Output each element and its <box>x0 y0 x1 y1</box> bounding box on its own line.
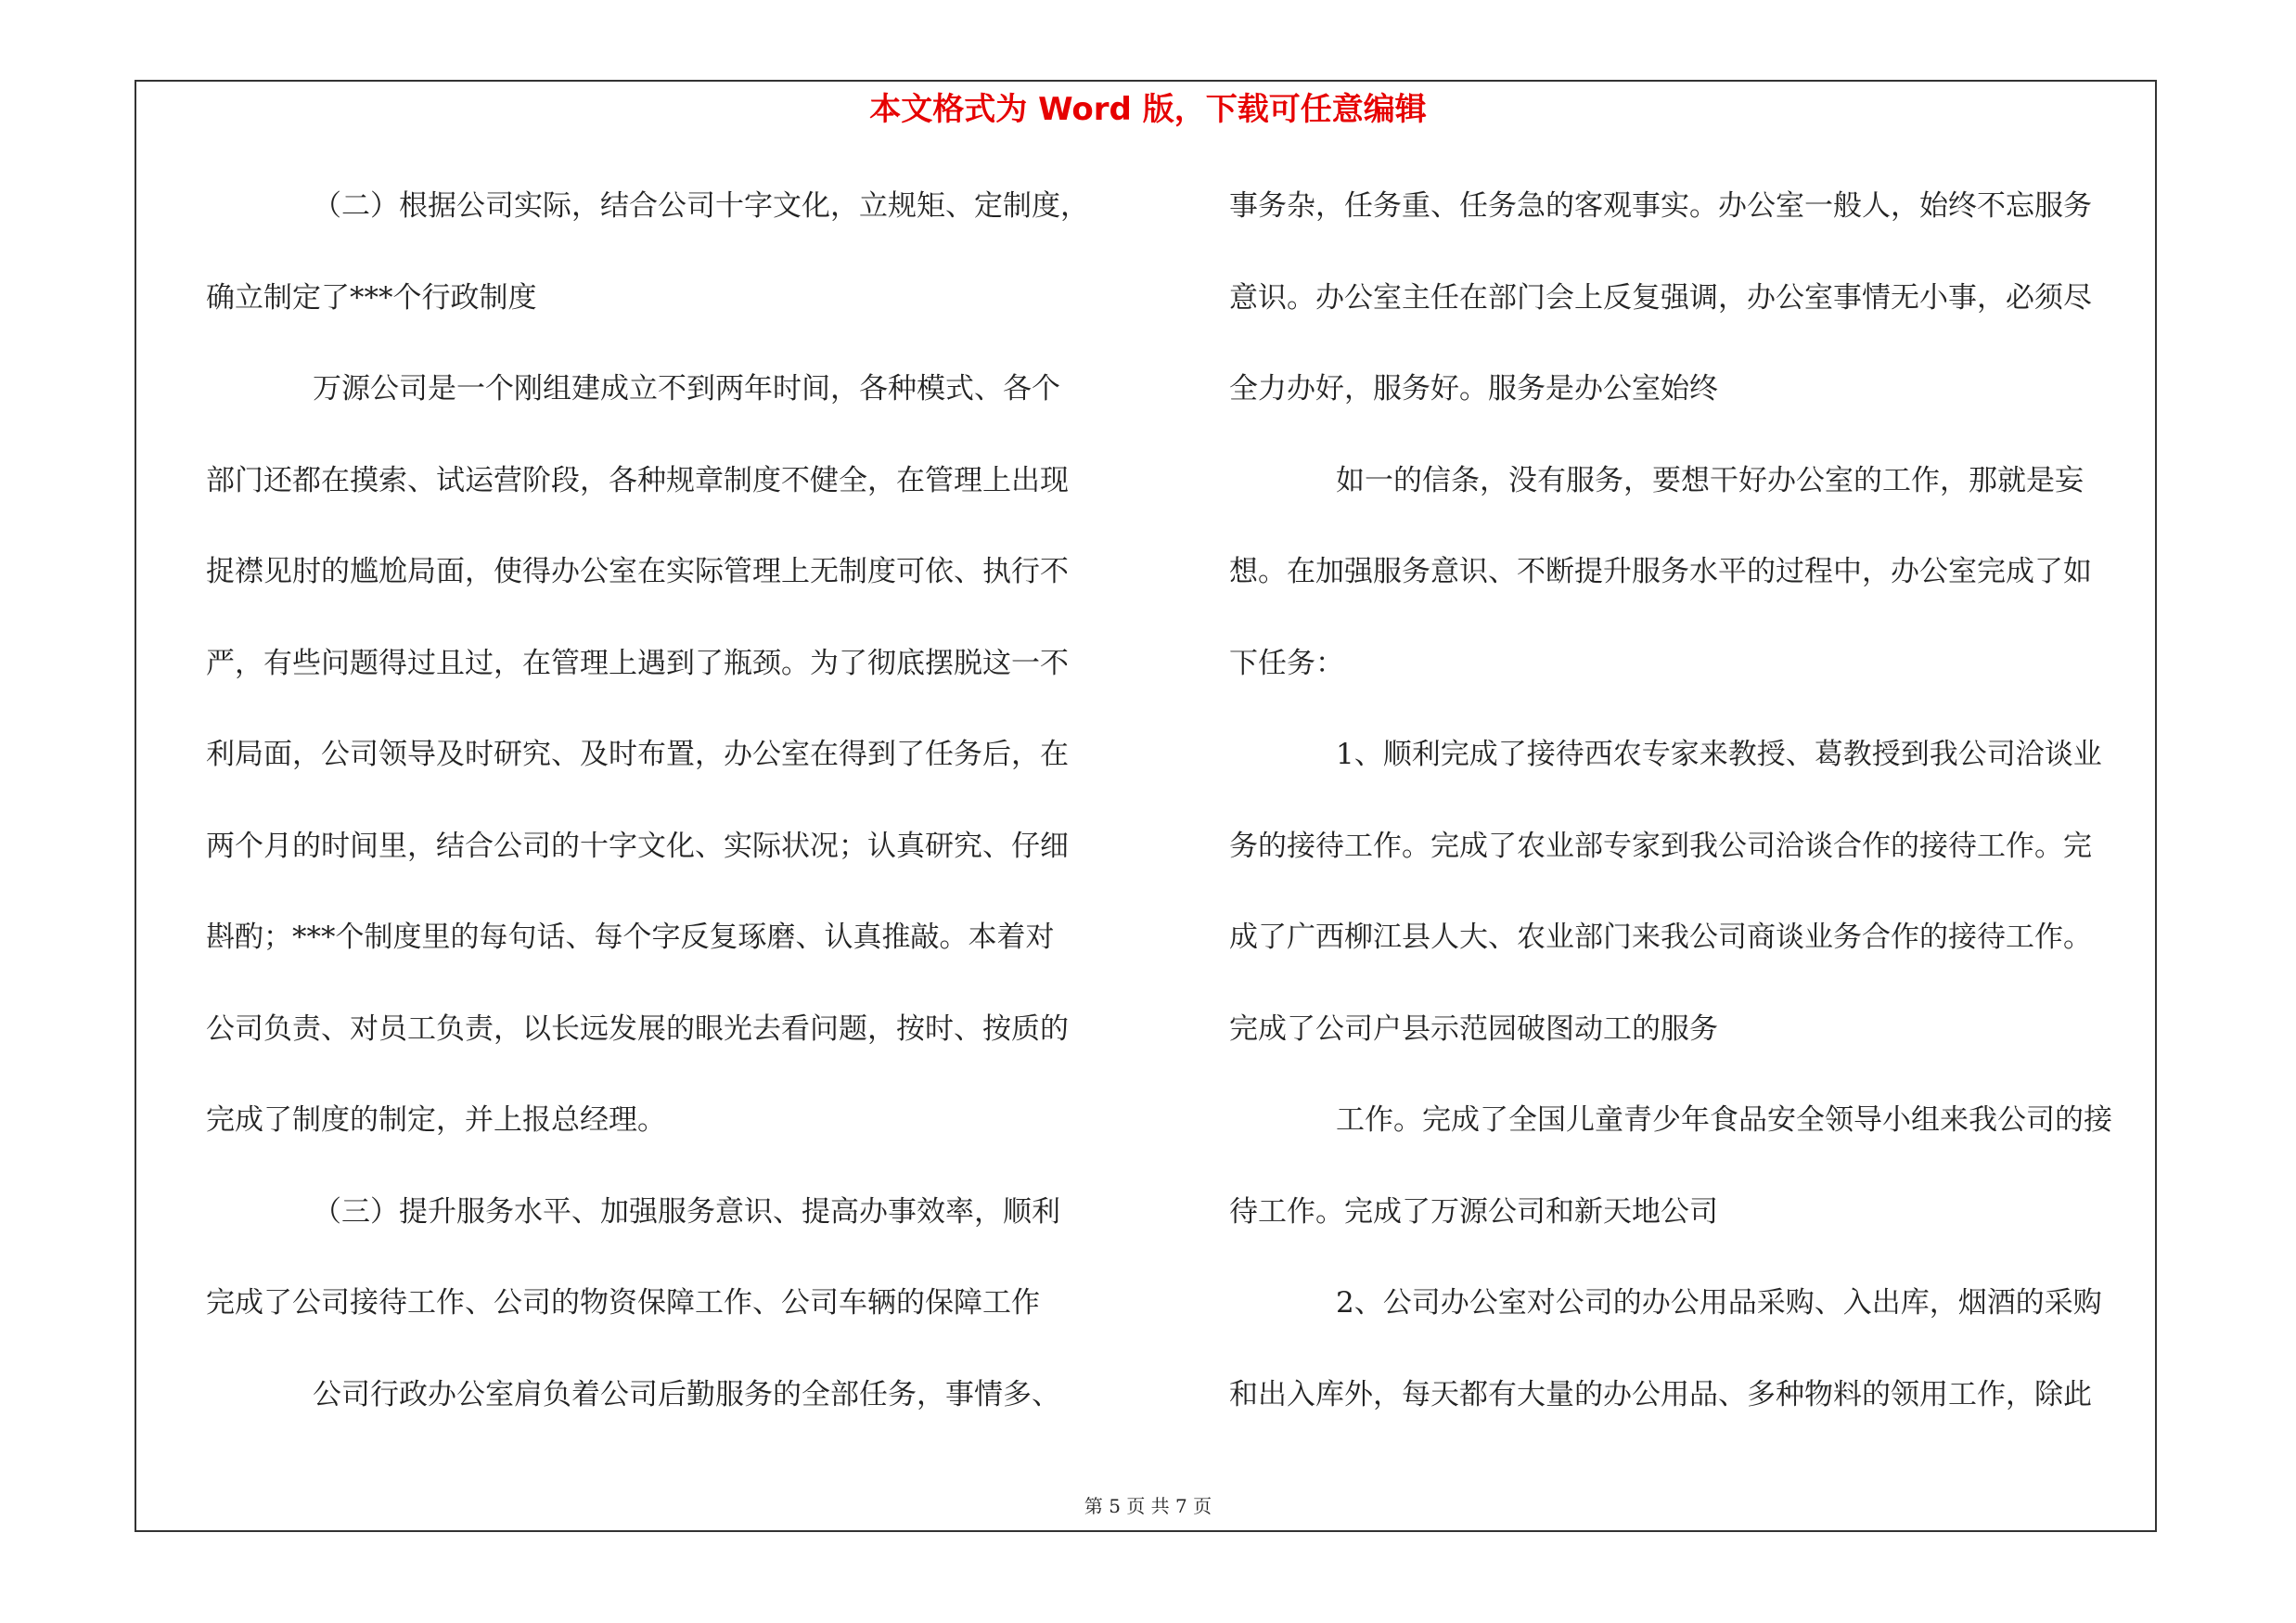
text-line: 万源公司是一个刚组建成立不到两年时间，各种模式、各个 <box>313 372 1060 406</box>
text-line: 意识。办公室主任在部门会上反复强调，办公室事情无小事，必须尽 <box>1229 280 2092 315</box>
text-line: 两个月的时间里，结合公司的十字文化、实际状况；认真研究、仔细 <box>206 829 1069 863</box>
text-line: 工作。完成了全国儿童青少年食品安全领导小组来我公司的接 <box>1336 1103 2112 1137</box>
text-line: 严，有些问题得过且过，在管理上遇到了瓶颈。为了彻底摆脱这一不 <box>206 646 1069 680</box>
text-line: 完成了公司接待工作、公司的物资保障工作、公司车辆的保障工作 <box>206 1286 1040 1320</box>
text-line: （二）根据公司实际，结合公司十字文化，立规矩、定制度， <box>313 189 1089 223</box>
text-line: 下任务： <box>1229 646 1344 680</box>
text-line: 务的接待工作。完成了农业部专家到我公司洽谈合作的接待工作。完 <box>1229 829 2092 863</box>
text-line: （三）提升服务水平、加强服务意识、提高办事效率，顺利 <box>313 1194 1060 1229</box>
text-line: 公司行政办公室肩负着公司后勤服务的全部任务，事情多、 <box>313 1377 1060 1411</box>
text-line: 捉襟见肘的尴尬局面，使得办公室在实际管理上无制度可依、执行不 <box>206 555 1069 588</box>
text-line: 成了广西柳江县人大、农业部门来我公司商谈业务合作的接待工作。 <box>1229 921 2092 954</box>
page-footer: 第 5 页 共 7 页 <box>1084 1495 1212 1517</box>
document-header: 本文格式为 Word 版，下载可任意编辑 <box>869 91 1427 128</box>
text-line: 和出入库外，每天都有大量的办公用品、多种物料的领用工作，除此 <box>1229 1377 2092 1411</box>
text-line: 公司负责、对员工负责，以长远发展的眼光去看问题，按时、按质的 <box>206 1011 1069 1046</box>
text-line: 部门还都在摸索、试运营阶段，各种规章制度不健全，在管理上出现 <box>206 463 1069 497</box>
text-line: 如一的信条，没有服务，要想干好办公室的工作，那就是妄 <box>1336 463 2084 497</box>
text-line: 完成了公司户县示范园破图动工的服务 <box>1229 1011 1718 1046</box>
text-line: 2、公司办公室对公司的办公用品采购、入出库，烟酒的采购 <box>1336 1286 2102 1320</box>
text-line: 1、顺利完成了接待西农专家来教授、葛教授到我公司洽谈业 <box>1336 738 2102 771</box>
text-line: 斟酌；***个制度里的每句话、每个字反复琢磨、认真推敲。本着对 <box>206 921 1055 954</box>
text-line: 完成了制度的制定，并上报总经理。 <box>206 1103 666 1137</box>
text-line: 想。在加强服务意识、不断提升服务水平的过程中，办公室完成了如 <box>1229 555 2092 588</box>
text-line: 全力办好，服务好。服务是办公室始终 <box>1229 372 1718 406</box>
text-line: 待工作。完成了万源公司和新天地公司 <box>1229 1194 1718 1229</box>
text-line: 利局面，公司领导及时研究、及时布置，办公室在得到了任务后，在 <box>206 738 1069 771</box>
text-line: 事务杂，任务重、任务急的客观事实。办公室一般人，始终不忘服务 <box>1229 189 2092 223</box>
text-line: 确立制定了***个行政制度 <box>206 280 537 315</box>
